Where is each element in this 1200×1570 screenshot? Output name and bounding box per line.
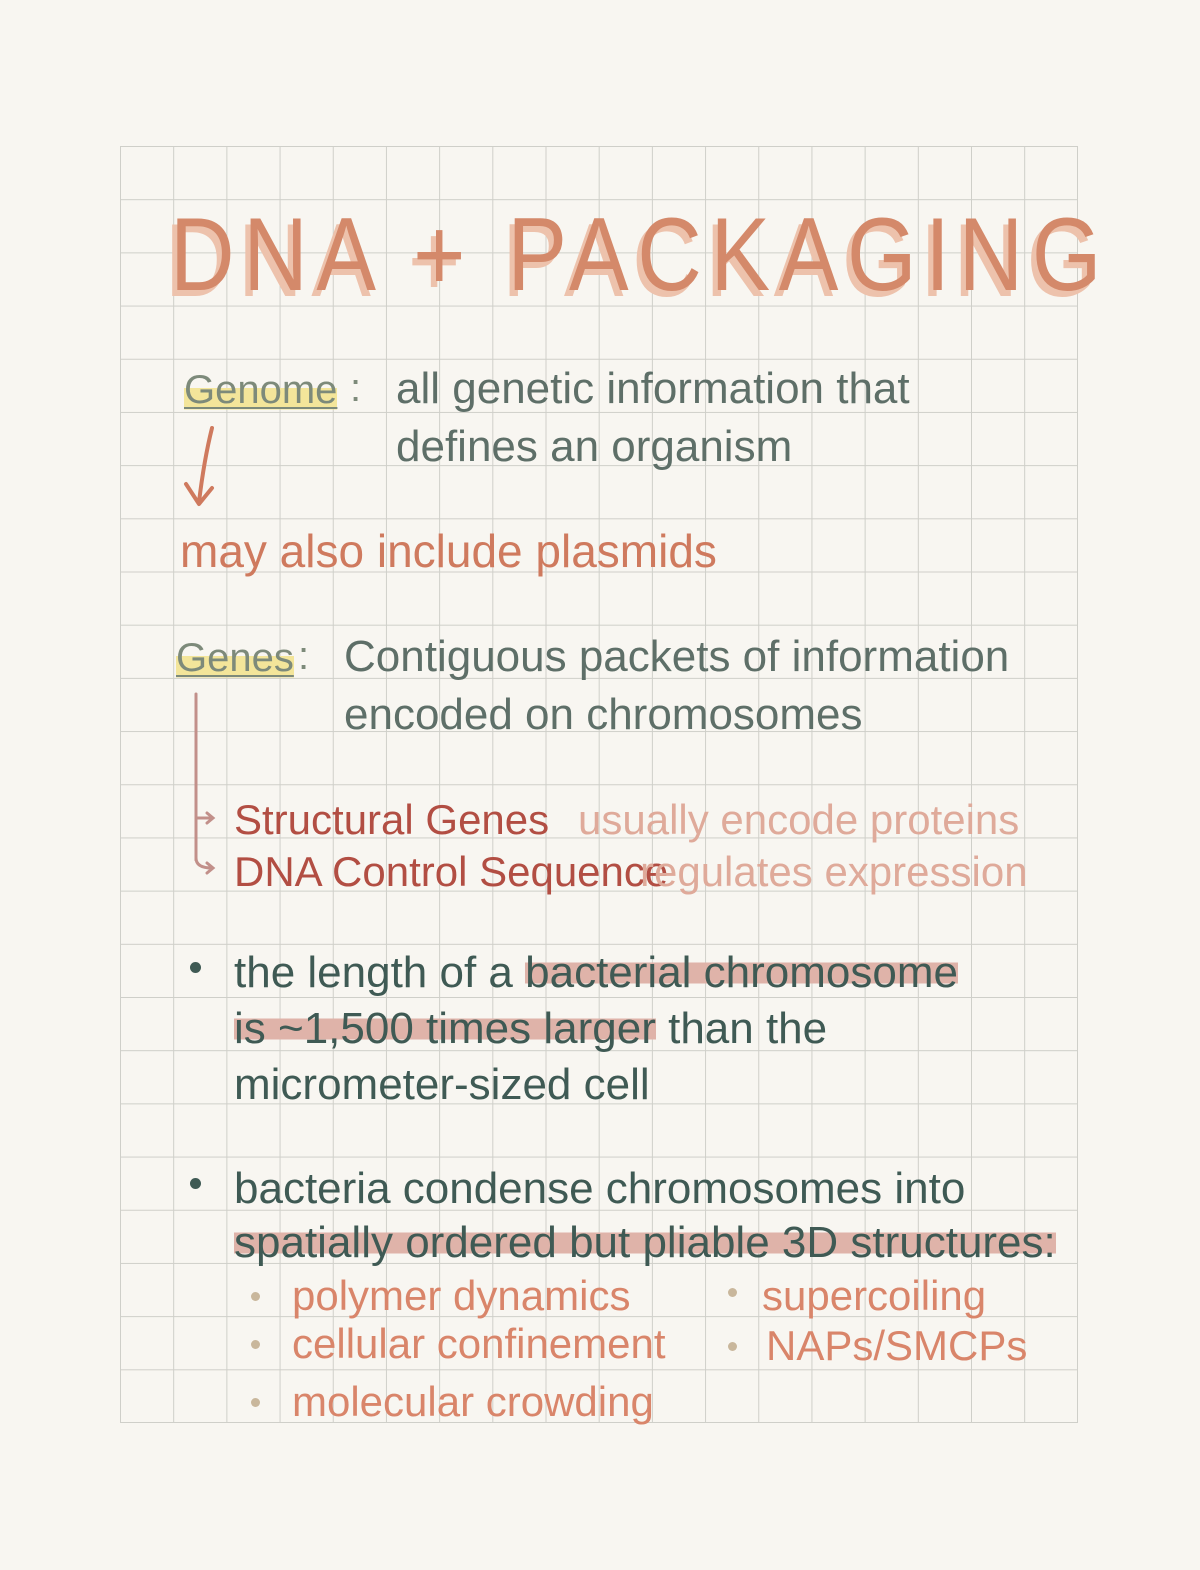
genome-note: may also include plasmids — [180, 525, 717, 577]
bullet2-line2 — [234, 1216, 1056, 1270]
bullet2-line1: bacteria condense chromosomes into — [234, 1164, 966, 1213]
dna-control-sequence-description: regulates expression — [640, 848, 1028, 895]
genome-definition-line1: all genetic information that — [396, 364, 910, 413]
sub-bullet — [728, 1288, 737, 1297]
sub-bullet — [251, 1292, 260, 1301]
list-item-molecular-crowding: molecular crowding — [292, 1378, 654, 1425]
sub-bullet — [728, 1342, 737, 1351]
genes-definition-line2: encoded on chromosomes — [344, 690, 863, 739]
bullet1-line2: is ~1,500 times larger than the — [234, 1004, 828, 1053]
bullet-point — [190, 962, 201, 973]
list-item-naps-smcps: NAPs/SMCPs — [766, 1322, 1028, 1369]
structures-highlight: spatially ordered but pliable 3D structures: — [234, 1218, 1056, 1267]
bullet1-line1: the length of a bacterial chromosome — [234, 948, 958, 997]
structural-genes-description: usually encode proteins — [578, 796, 1020, 843]
bullet1-line3: micrometer-sized cell — [234, 1060, 650, 1109]
bacterial-chromosome-highlight: bacterial chromosome — [525, 948, 958, 997]
genome-colon: : — [350, 366, 362, 410]
page-title: DNA + PACKAGING — [170, 197, 1110, 313]
down-arrow-icon — [178, 422, 228, 514]
dna-control-sequence-label: DNA Control Sequence — [234, 848, 669, 895]
sub-bullet — [251, 1398, 260, 1407]
genes-colon: : — [298, 634, 310, 678]
branch-connector-icon — [186, 690, 226, 890]
genes-term: Genes — [176, 636, 294, 680]
list-item-polymer-dynamics: polymer dynamics — [292, 1272, 631, 1319]
times-larger-highlight: is ~1,500 times larger — [234, 1004, 656, 1053]
genome-definition-line2: defines an organism — [396, 422, 793, 471]
genome-term: Genome — [184, 368, 338, 412]
sub-bullet — [251, 1340, 260, 1349]
list-item-supercoiling: supercoiling — [762, 1272, 987, 1319]
structural-genes-label: Structural Genes — [234, 796, 550, 843]
genes-definition-line1: Contiguous packets of information — [344, 632, 1010, 681]
bullet-point — [190, 1178, 201, 1189]
list-item-cellular-confinement: cellular confinement — [292, 1320, 666, 1367]
